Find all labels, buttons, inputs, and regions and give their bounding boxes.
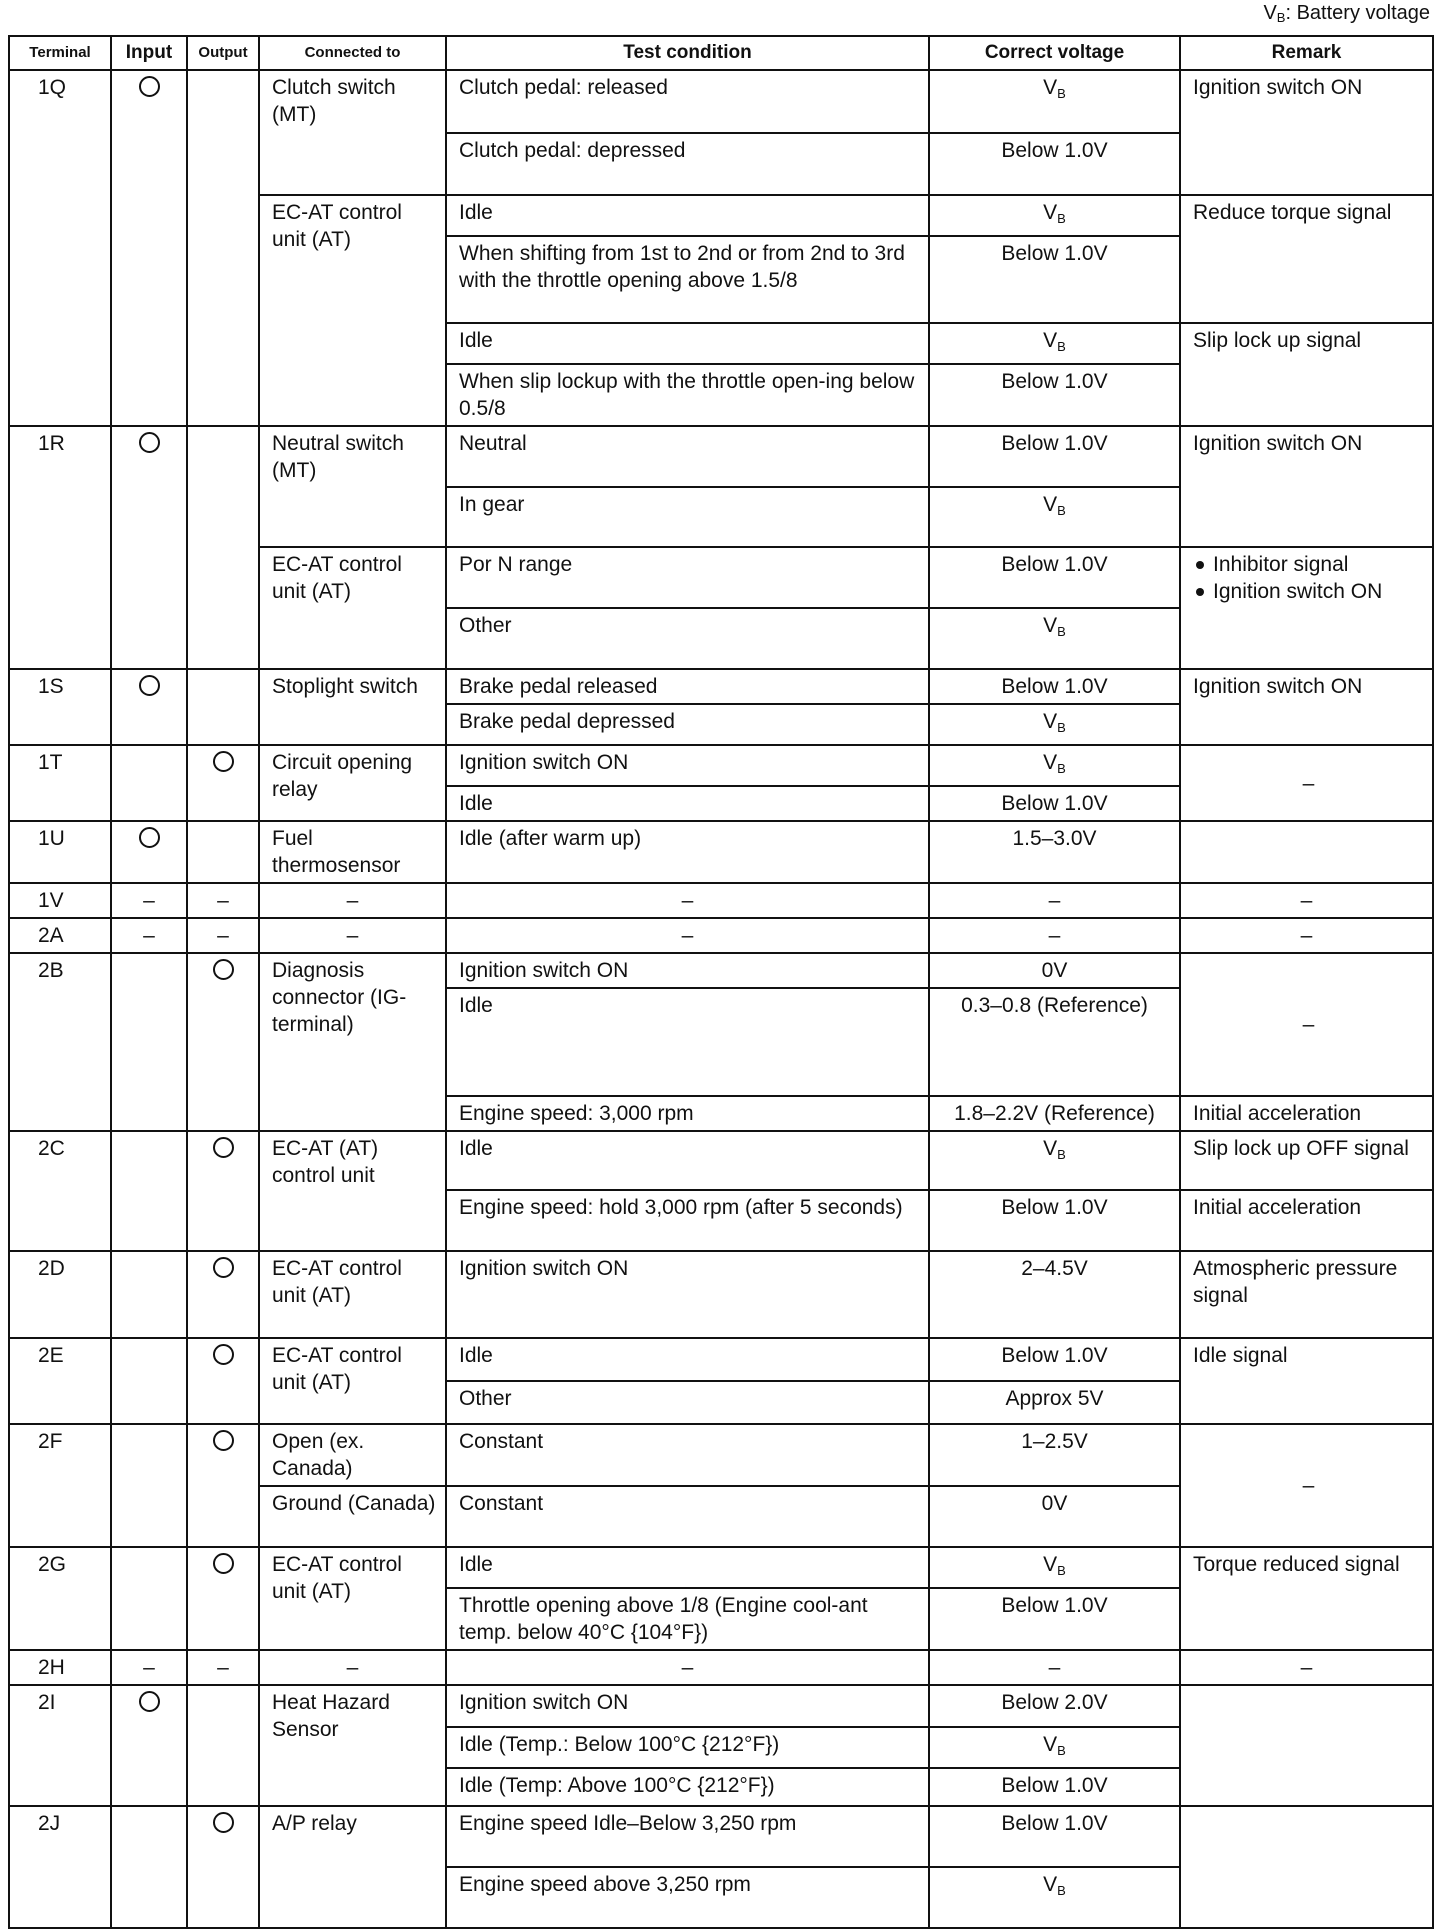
- test-condition-cell: Other: [446, 1381, 929, 1424]
- terminal-cell: 1U: [9, 821, 111, 883]
- terminal-cell: 2F: [9, 1424, 111, 1547]
- test-condition-cell: Idle: [446, 195, 929, 236]
- table-row: [9, 1685, 1433, 1727]
- terminal-cell: 1V: [9, 883, 111, 918]
- table-row: [9, 1338, 1433, 1381]
- voltage-value: Below 1.0V: [1001, 432, 1108, 455]
- test-condition-cell: Idle: [446, 786, 929, 821]
- input-cell: [111, 1547, 187, 1650]
- remark-bullet-list: [1193, 551, 1424, 605]
- test-condition-cell: Ignition switch ON: [446, 745, 929, 786]
- voltage-cell: Approx 5V: [929, 1381, 1180, 1424]
- terminal-cell: 1R: [9, 426, 111, 669]
- voltage-value: Below 1.0V: [1001, 370, 1108, 393]
- test-condition-cell: Engine speed: hold 3,000 rpm (after 5 seconds): [446, 1190, 929, 1251]
- input-circle-icon: [139, 432, 160, 453]
- connected-to-cell: Stoplight switch: [259, 669, 446, 745]
- voltage-cell: [929, 1727, 1180, 1768]
- connected-to-cell: Fuel thermosensor: [259, 821, 446, 883]
- voltage-value: Below 1.0V: [1001, 553, 1108, 576]
- table-row: [9, 426, 1433, 487]
- voltage-cell: [929, 323, 1180, 364]
- connected-to-cell: EC-AT (AT) control unit: [259, 1131, 446, 1251]
- test-condition-cell: Idle: [446, 323, 929, 364]
- remark-cell: [1180, 547, 1433, 669]
- voltage-value: Below 1.0V: [1001, 792, 1108, 815]
- input-mark: [111, 426, 187, 669]
- connected-to-cell: EC-AT control unit (AT): [259, 1251, 446, 1338]
- connected-to-cell: EC-AT control unit (AT): [259, 547, 446, 669]
- voltage-cell: [929, 1685, 1180, 1727]
- output-circle-icon: [213, 751, 234, 772]
- connected-to-cell: A/P relay: [259, 1806, 446, 1928]
- output-circle-icon: [213, 1430, 234, 1451]
- voltage-cell: 1–2.5V: [929, 1424, 1180, 1486]
- connected-to-cell: Clutch switch (MT): [259, 70, 446, 195]
- remark-cell: Ignition switch ON: [1180, 669, 1433, 745]
- dash-cell: –: [929, 883, 1180, 918]
- output-cell: [187, 70, 259, 426]
- table-row: [9, 821, 1433, 883]
- input-circle-icon: [139, 675, 160, 696]
- connected-to-cell: Ground (Canada): [259, 1486, 446, 1547]
- dash-cell: –: [1180, 883, 1433, 918]
- input-mark: [111, 821, 187, 883]
- connected-to-cell: EC-AT control unit (AT): [259, 1547, 446, 1650]
- connected-to-cell: Neutral switch (MT): [259, 426, 446, 547]
- voltage-cell: [929, 1768, 1180, 1806]
- test-condition-cell: Constant: [446, 1424, 929, 1486]
- test-condition-cell: Idle: [446, 1547, 929, 1588]
- voltage-cell: [929, 704, 1180, 745]
- output-circle-icon: [213, 1553, 234, 1574]
- input-cell: [111, 745, 187, 821]
- test-condition-cell: Constant: [446, 1486, 929, 1547]
- voltage-cell: [929, 1547, 1180, 1588]
- test-condition-cell: Ignition switch ON: [446, 1251, 929, 1338]
- remark-cell: –: [1180, 1424, 1433, 1547]
- terminal-cell: 2J: [9, 1806, 111, 1928]
- table-row: [9, 1131, 1433, 1190]
- test-condition-cell: Throttle opening above 1/8 (Engine cool-ant temp. below 40°C {104°F}): [446, 1588, 929, 1650]
- test-condition-cell: In gear: [446, 487, 929, 547]
- terminal-cell: 1S: [9, 669, 111, 745]
- test-condition-cell: Brake pedal depressed: [446, 704, 929, 745]
- remark-cell: –: [1180, 745, 1433, 821]
- terminal-cell: 1Q: [9, 70, 111, 426]
- test-condition-cell: Idle (Temp.: Below 100°C {212°F}): [446, 1727, 929, 1768]
- test-condition-cell: Clutch pedal: released: [446, 70, 929, 133]
- voltage-value: VB: [1043, 1553, 1066, 1578]
- remark-cell: Initial acceleration: [1180, 1096, 1433, 1131]
- table-row: [9, 883, 1433, 918]
- voltage-cell: [929, 70, 1180, 133]
- voltage-value: Below 1.0V: [1001, 1594, 1108, 1617]
- terminal-cell: 2B: [9, 953, 111, 1131]
- dash-cell: –: [446, 883, 929, 918]
- connected-to-cell: Diagnosis connector (IG-terminal): [259, 953, 446, 1131]
- voltage-cell: [929, 236, 1180, 323]
- voltage-cell: [929, 364, 1180, 426]
- voltage-value: Below 1.0V: [1001, 139, 1108, 162]
- table-row: [9, 1547, 1433, 1588]
- input-mark: [111, 669, 187, 745]
- dash-cell: –: [446, 1650, 929, 1685]
- input-mark: [111, 1685, 187, 1806]
- voltage-cell: [929, 669, 1180, 704]
- input-cell: [111, 1251, 187, 1338]
- dash-cell: –: [187, 1650, 259, 1685]
- header-terminal: Terminal: [9, 36, 111, 70]
- output-mark: [187, 1251, 259, 1338]
- voltage-value: VB: [1043, 710, 1066, 735]
- terminal-cell: 2C: [9, 1131, 111, 1251]
- voltage-value: VB: [1043, 1733, 1066, 1758]
- dash-cell: –: [446, 918, 929, 953]
- test-condition-cell: Engine speed Idle–Below 3,250 rpm: [446, 1806, 929, 1867]
- voltage-value: Below 2.0V: [1001, 1691, 1108, 1714]
- voltage-value: VB: [1043, 76, 1066, 101]
- input-cell: [111, 1131, 187, 1251]
- output-mark: [187, 1806, 259, 1928]
- table-row: [9, 745, 1433, 786]
- connected-to-cell: Open (ex. Canada): [259, 1424, 446, 1486]
- input-circle-icon: [139, 76, 160, 97]
- output-cell: [187, 669, 259, 745]
- header-row: [9, 36, 1433, 70]
- remark-cell: Slip lock up signal: [1180, 323, 1433, 426]
- voltage-cell: 1.8–2.2V (Reference): [929, 1096, 1180, 1131]
- voltage-cell: 2–4.5V: [929, 1251, 1180, 1338]
- test-condition-cell: Clutch pedal: depressed: [446, 133, 929, 195]
- voltage-value: VB: [1043, 751, 1066, 776]
- voltage-value: VB: [1043, 493, 1066, 518]
- voltage-value: VB: [1043, 201, 1066, 226]
- dash-cell: –: [111, 883, 187, 918]
- voltage-cell: [929, 133, 1180, 195]
- voltage-cell: [929, 786, 1180, 821]
- header-test-condition: Test condition: [446, 36, 929, 70]
- voltage-cell: [929, 1131, 1180, 1190]
- test-condition-cell: When shifting from 1st to 2nd or from 2nd to 3rd with the throttle opening above 1.5/8: [446, 236, 929, 323]
- remark-cell: Slip lock up OFF signal: [1180, 1131, 1433, 1190]
- input-cell: [111, 1806, 187, 1928]
- voltage-cell: Below 1.0V: [929, 1338, 1180, 1381]
- table-row: [9, 669, 1433, 704]
- test-condition-cell: When slip lockup with the throttle open-ing below 0.5/8: [446, 364, 929, 426]
- voltage-cell: [929, 1867, 1180, 1928]
- table-row: [9, 70, 1433, 133]
- output-mark: [187, 1424, 259, 1547]
- connected-to-cell: Circuit opening relay: [259, 745, 446, 821]
- dash-cell: –: [259, 1650, 446, 1685]
- remark-cell: Ignition switch ON: [1180, 426, 1433, 547]
- dash-cell: –: [929, 918, 1180, 953]
- dash-cell: –: [111, 1650, 187, 1685]
- remark-cell: [1180, 1806, 1433, 1928]
- voltage-cell: [929, 1806, 1180, 1867]
- connected-to-cell: EC-AT control unit (AT): [259, 1338, 446, 1424]
- test-condition-cell: Other: [446, 608, 929, 669]
- output-mark: [187, 1547, 259, 1650]
- output-mark: [187, 1131, 259, 1251]
- table-row: [9, 918, 1433, 953]
- remark-cell: [1180, 1685, 1433, 1806]
- voltage-value: VB: [1043, 329, 1066, 354]
- voltage-value: VB: [1043, 1137, 1066, 1162]
- output-cell: [187, 1685, 259, 1806]
- output-cell: [187, 821, 259, 883]
- test-condition-cell: Idle (Temp: Above 100°C {212°F}): [446, 1768, 929, 1806]
- header-correct-voltage: Correct voltage: [929, 36, 1180, 70]
- voltage-cell: 0V: [929, 1486, 1180, 1547]
- output-circle-icon: [213, 959, 234, 980]
- test-condition-cell: Idle: [446, 988, 929, 1096]
- terminal-voltage-table: [8, 35, 1434, 1929]
- voltage-cell: [929, 487, 1180, 547]
- input-cell: [111, 1338, 187, 1424]
- output-mark: [187, 1338, 259, 1424]
- dash-cell: –: [929, 1650, 1180, 1685]
- test-condition-cell: Idle: [446, 1338, 929, 1381]
- voltage-cell: 0V: [929, 953, 1180, 988]
- header-remark: Remark: [1180, 36, 1433, 70]
- input-cell: [111, 953, 187, 1131]
- terminal-cell: 2E: [9, 1338, 111, 1424]
- connected-to-cell: EC-AT control unit (AT): [259, 195, 446, 426]
- remark-cell: Idle signal: [1180, 1338, 1433, 1424]
- input-circle-icon: [139, 827, 160, 848]
- voltage-cell: [929, 1588, 1180, 1650]
- output-circle-icon: [213, 1257, 234, 1278]
- remark-cell: Torque reduced signal: [1180, 1547, 1433, 1650]
- table-row: [9, 1424, 1433, 1486]
- dash-cell: –: [259, 918, 446, 953]
- voltage-cell: [929, 608, 1180, 669]
- test-condition-cell: Idle (after warm up): [446, 821, 929, 883]
- table-row: [9, 953, 1433, 988]
- remark-cell: Reduce torque signal: [1180, 195, 1433, 323]
- test-condition-cell: Idle: [446, 1131, 929, 1190]
- dash-cell: –: [187, 883, 259, 918]
- remark-cell: [1180, 821, 1433, 883]
- test-condition-cell: Por N range: [446, 547, 929, 608]
- voltage-cell: [929, 1190, 1180, 1251]
- terminal-cell: 2I: [9, 1685, 111, 1806]
- remark-cell: –: [1180, 953, 1433, 1096]
- dash-cell: –: [187, 918, 259, 953]
- table-row: [9, 1650, 1433, 1685]
- voltage-cell: [929, 195, 1180, 236]
- terminal-cell: 2D: [9, 1251, 111, 1338]
- dash-cell: –: [1180, 1650, 1433, 1685]
- voltage-value: Below 1.0V: [1001, 1812, 1108, 1835]
- voltage-cell: [929, 745, 1180, 786]
- output-mark: [187, 745, 259, 821]
- remark-cell: Initial acceleration: [1180, 1190, 1433, 1251]
- dash-cell: –: [111, 918, 187, 953]
- output-mark: [187, 953, 259, 1131]
- voltage-value: VB: [1043, 1873, 1066, 1898]
- remark-bullet-item: Inhibitor signal: [1193, 551, 1424, 578]
- terminal-cell: 1T: [9, 745, 111, 821]
- test-condition-cell: Ignition switch ON: [446, 1685, 929, 1727]
- voltage-cell: 1.5–3.0V: [929, 821, 1180, 883]
- table-row: [9, 1251, 1433, 1338]
- test-condition-cell: Engine speed: 3,000 rpm: [446, 1096, 929, 1131]
- connected-to-cell: Heat Hazard Sensor: [259, 1685, 446, 1806]
- output-circle-icon: [213, 1344, 234, 1365]
- output-circle-icon: [213, 1812, 234, 1833]
- header-connected-to: Connected to: [259, 36, 446, 70]
- dash-cell: –: [1180, 918, 1433, 953]
- remark-bullet-item: Ignition switch ON: [1193, 578, 1424, 605]
- voltage-cell: 0.3–0.8 (Reference): [929, 988, 1180, 1096]
- voltage-value: Below 1.0V: [1001, 242, 1108, 265]
- dash-cell: –: [259, 883, 446, 918]
- voltage-value: Below 1.0V: [1001, 1196, 1108, 1219]
- battery-voltage-legend: [1263, 0, 1430, 31]
- output-circle-icon: [213, 1137, 234, 1158]
- input-mark: [111, 70, 187, 426]
- test-condition-cell: Brake pedal released: [446, 669, 929, 704]
- test-condition-cell: Neutral: [446, 426, 929, 487]
- input-circle-icon: [139, 1691, 160, 1712]
- legend-text: $V_B$: Battery voltage: [1263, 2, 1430, 25]
- input-cell: [111, 1424, 187, 1547]
- remark-cell: Atmospheric pressure signal: [1180, 1251, 1433, 1338]
- terminal-cell: 2G: [9, 1547, 111, 1650]
- test-condition-cell: Ignition switch ON: [446, 953, 929, 988]
- test-condition-cell: Engine speed above 3,250 rpm: [446, 1867, 929, 1928]
- table-row: [9, 1806, 1433, 1867]
- voltage-cell: [929, 426, 1180, 487]
- header-input: Input: [111, 36, 187, 70]
- output-cell: [187, 426, 259, 669]
- terminal-cell: 2A: [9, 918, 111, 953]
- voltage-value: Below 1.0V: [1001, 1774, 1108, 1797]
- voltage-value: VB: [1043, 614, 1066, 639]
- voltage-cell: [929, 547, 1180, 608]
- remark-cell: Ignition switch ON: [1180, 70, 1433, 195]
- terminal-cell: 2H: [9, 1650, 111, 1685]
- header-output: Output: [187, 36, 259, 70]
- voltage-value: Below 1.0V: [1001, 675, 1108, 698]
